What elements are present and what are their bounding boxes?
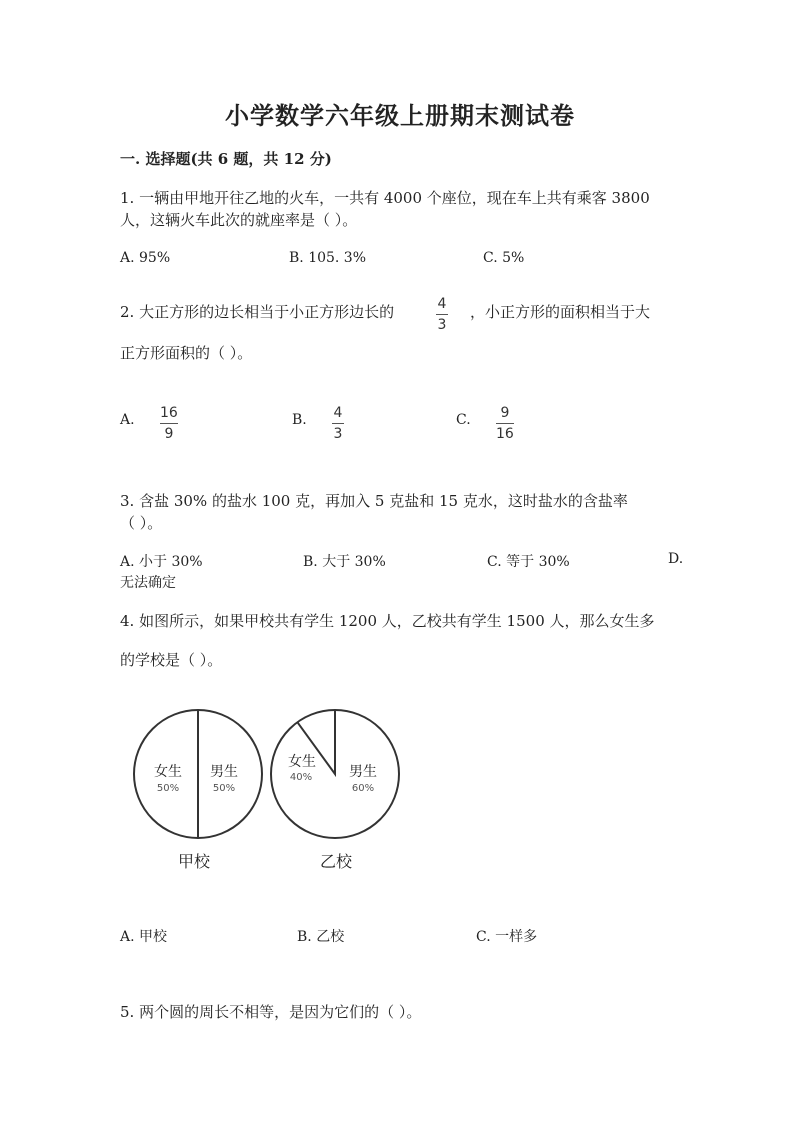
pie-chart-school-a: [134, 710, 262, 871]
pie-a-girls-label: 女生: [154, 764, 182, 780]
fraction-numerator: 4: [437, 296, 447, 312]
fraction-bar: [332, 423, 344, 424]
question-4-option-c[interactable]: C. 一样多: [476, 929, 538, 945]
fraction-numerator: 9: [500, 405, 510, 421]
question-3-option-d-text[interactable]: 无法确定: [120, 575, 176, 591]
fraction-bar: [436, 314, 448, 315]
page-title: 小学数学六年级上册期末测试卷: [225, 101, 575, 130]
fraction-bar: [160, 423, 178, 424]
fraction-numerator: 16: [160, 405, 178, 421]
question-1-option-a[interactable]: A. 95%: [120, 250, 171, 266]
question-3-option-a[interactable]: A. 小于 30%: [120, 554, 203, 570]
fraction-bar: [496, 423, 514, 424]
pie-charts-figure: [120, 700, 420, 880]
question-1-line-1: 1. 一辆由甲地开往乙地的火车，一共有 4000 个座位，现在车上共有乘客 3800: [120, 189, 650, 207]
pie-a-boys-percent: 50%: [212, 783, 236, 794]
question-2-line-1-start: 2. 大正方形的边长相当于小正方形边长的: [120, 303, 395, 321]
question-2-option-a-fraction[interactable]: [160, 405, 178, 442]
fraction-denominator: 9: [164, 426, 174, 442]
question-4-line-2: 的学校是（ ）。: [120, 651, 223, 669]
question-2-line-2: 正方形面积的（ ）。: [120, 344, 253, 362]
question-1-option-c[interactable]: C. 5%: [483, 250, 525, 266]
section-heading: 一. 选择题(共 6 题，共 12 分): [120, 150, 332, 168]
fraction-denominator: 16: [496, 426, 514, 442]
question-2-option-b-fraction[interactable]: [332, 405, 344, 442]
question-2-line-1-end: ，小正方形的面积相当于大: [470, 303, 651, 321]
pie-b-boys-percent: 60%: [351, 783, 375, 794]
pie-a-girls-percent: 50%: [156, 783, 180, 794]
question-5-line-1: 5. 两个圆的周长不相等，是因为它们的（ ）。: [120, 1003, 422, 1021]
question-3-option-d[interactable]: D.: [668, 551, 684, 567]
question-3-option-c[interactable]: C. 等于 30%: [487, 554, 570, 570]
question-4-option-b[interactable]: B. 乙校: [297, 929, 345, 945]
question-2-option-c[interactable]: C.: [456, 412, 471, 428]
question-1-option-b[interactable]: B. 105. 3%: [289, 250, 367, 266]
question-2-option-b[interactable]: B.: [292, 412, 307, 428]
pie-b-school-name: 乙校: [319, 852, 353, 871]
question-3-line-2: （ ）。: [120, 514, 163, 532]
fraction-denominator: 3: [333, 426, 343, 442]
pie-b-boys-label: 男生: [349, 764, 377, 780]
question-3-line-1: 3. 含盐 30% 的盐水 100 克，再加入 5 克盐和 15 克水，这时盐水的含盐率: [120, 492, 628, 510]
question-3-option-b[interactable]: B. 大于 30%: [303, 554, 386, 570]
pie-chart-school-b: [271, 710, 399, 871]
fraction-denominator: 3: [437, 317, 447, 333]
question-4-line-1: 4. 如图所示，如果甲校共有学生 1200 人，乙校共有学生 1500 人，那么女生多: [120, 612, 655, 630]
pie-b-girls-percent: 40%: [289, 772, 313, 783]
question-2-option-a[interactable]: A.: [120, 412, 135, 428]
pie-b-girls-label: 女生: [288, 754, 316, 770]
pie-a-school-name: 甲校: [177, 852, 211, 871]
question-1-line-2: 人，这辆火车此次的就座率是（ ）。: [120, 211, 358, 229]
question-4-option-a[interactable]: A. 甲校: [120, 929, 168, 945]
question-2-option-c-fraction[interactable]: [496, 405, 514, 442]
question-2-fraction: [436, 296, 448, 333]
fraction-numerator: 4: [333, 405, 343, 421]
pie-a-boys-label: 男生: [210, 764, 238, 780]
